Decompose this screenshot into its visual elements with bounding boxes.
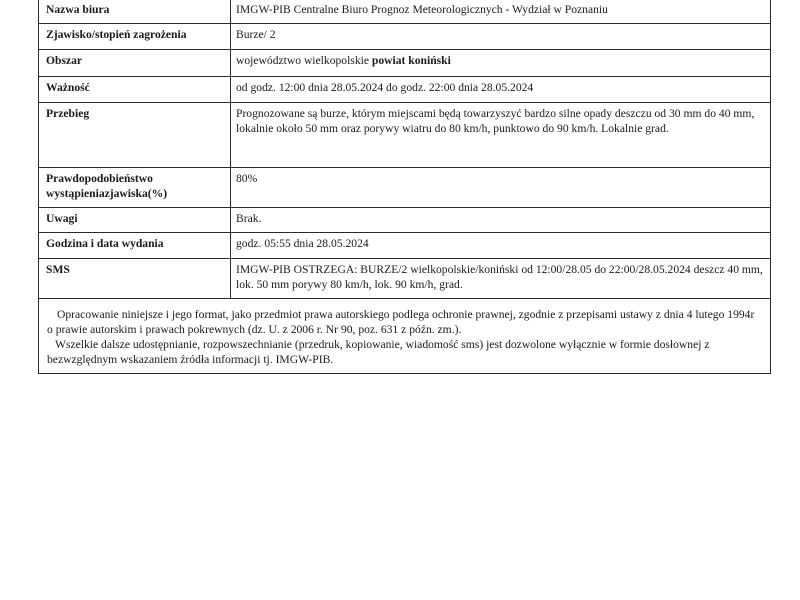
table-row-notes xyxy=(39,208,771,233)
validity-label: Ważność xyxy=(39,77,231,103)
phenomenon-value: Burze/ 2 xyxy=(231,24,771,50)
table-row-footer xyxy=(39,299,771,374)
table-row-issued xyxy=(39,233,771,259)
sms-value: IMGW-PIB OSTRZEGA: BURZE/2 wielkopolskie/koniński od 12:00/28.05 do 22:00/28.05.2024 deszcz 40 mm, lok. 50 mm porywy 80 km/h, lok. 90 km/h, grad. xyxy=(231,259,771,299)
table-row-validity xyxy=(39,77,771,103)
table-row-area xyxy=(39,50,771,77)
notes-label: Uwagi xyxy=(39,208,231,233)
copyright-notice xyxy=(39,299,771,374)
office-label: Nazwa biura xyxy=(39,0,231,24)
probability-label xyxy=(39,168,231,208)
table-row-probability xyxy=(39,168,771,208)
office-value: IMGW-PIB Centralne Biuro Prognoz Meteorologicznych - Wydział w Poznaniu xyxy=(231,0,771,24)
validity-value: od godz. 12:00 dnia 28.05.2024 do godz. 22:00 dnia 28.05.2024 xyxy=(231,77,771,103)
phenomenon-label: Zjawisko/stopień zagrożenia xyxy=(39,24,231,50)
area-county: powiat koniński xyxy=(371,54,451,67)
table-row-phenomenon xyxy=(39,24,771,50)
course-value: Prognozowane są burze, którym miejscami będą towarzyszyć bardzo silne opady deszczu od 30 mm do 40 mm, lokalnie około 50 mm oraz porywy wiatru do 80 km/h, punktowo do 90 km/h. Lokalnie grad. xyxy=(231,103,771,168)
sms-label: SMS xyxy=(39,259,231,299)
area-value xyxy=(231,50,771,77)
course-label: Przebieg xyxy=(39,103,231,168)
distribution-paragraph: Wszelkie dalsze udostępnianie, rozpowszechnianie (przedruk, kopiowanie, wiadomość sms) jest dozwolone wyłącznie w formie dosłownej z bezwzględnym wskazaniem źródła informacji tj. IMGW-PIB. xyxy=(47,338,710,366)
issued-label: Godzina i data wydania xyxy=(39,233,231,259)
probability-value: 80% xyxy=(231,168,771,208)
table-row-office xyxy=(39,0,771,24)
area-voivodeship: województwo wielkopolskie xyxy=(236,54,369,67)
table-row-sms xyxy=(39,259,771,299)
probability-label-line1: Prawdopodobieństwo xyxy=(46,172,153,185)
notes-value: Brak. xyxy=(231,208,771,233)
probability-label-line2: wystąpieniazjawiska(%) xyxy=(46,187,168,200)
area-label: Obszar xyxy=(39,50,231,77)
table-row-course xyxy=(39,103,771,168)
copyright-paragraph: Opracowanie niniejsze i jego format, jako przedmiot prawa autorskiego podlega ochronie prawnej, zgodnie z przepisami ustawy z dnia 4 lutego 1994r o prawie autorskim i prawach pokrewnych (dz. U. z 2006 r. Nr 90, poz. 631 z późn. zm.). xyxy=(47,308,755,336)
issued-value: godz. 05:55 dnia 28.05.2024 xyxy=(231,233,771,259)
warning-table xyxy=(38,0,771,374)
